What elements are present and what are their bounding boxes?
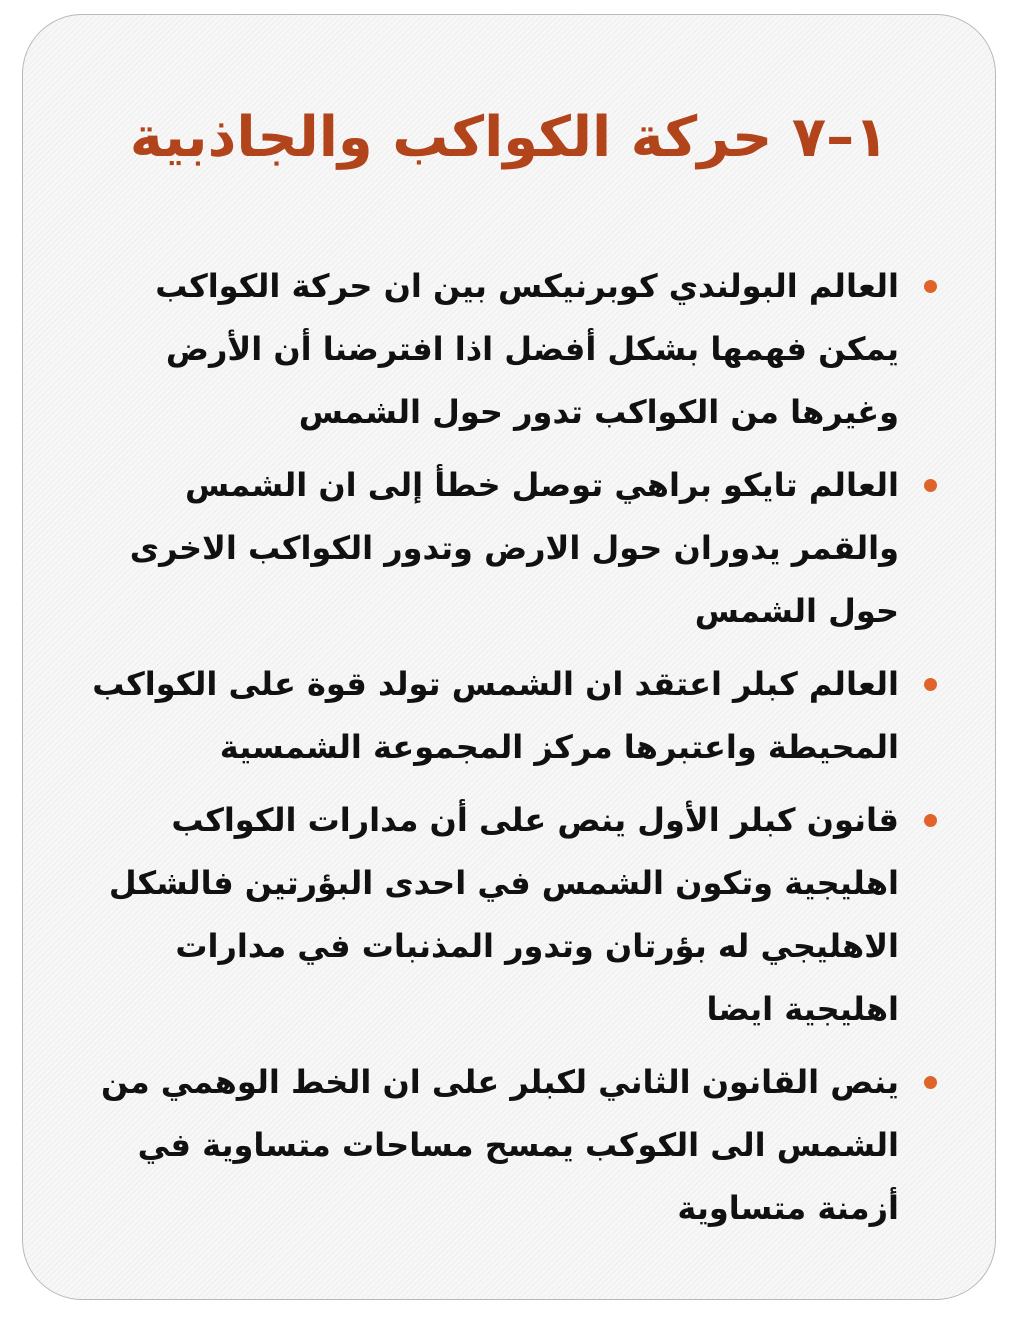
bullet-item [69, 789, 955, 1041]
bullet-text: ينص القانون الثاني لكبلر على ان الخط الوهمي من الشمس الى الكوكب يمسح مساحات متساوية في أزمنة متساوية [101, 1063, 899, 1227]
bullet-text: العالم تايكو براهي توصل خطأ إلى ان الشمس والقمر يدوران حول الارض وتدور الكواكب الاخرى حول الشمس [129, 466, 899, 630]
bullet-item [69, 255, 955, 444]
bullet-text: العالم البولندي كوبرنيكس بين ان حركة الكواكب يمكن فهمها بشكل أفضل اذا افترضنا أن الأرض وغيرها من الكواكب تدور حول الشمس [155, 267, 899, 431]
bullet-dot-icon [924, 280, 937, 293]
bullet-dot-icon [924, 479, 937, 492]
bullet-text: العالم كبلر اعتقد ان الشمس تولد قوة على الكواكب المحيطة واعتبرها مركز المجموعة الشمسية [92, 665, 899, 766]
bullet-text: قانون كبلر الأول ينص على أن مدارات الكواكب اهليجية وتكون الشمس في احدى البؤرتين فالشكل الاهليجي له بؤرتان وتدور المذنبات في مدارات اهليجية ايضا [108, 801, 899, 1028]
slide-title: ١–٧ حركة الكواكب والجاذبية [129, 105, 889, 170]
bullet-item [69, 454, 955, 643]
bullet-item [69, 653, 955, 779]
bullet-item [69, 1051, 955, 1240]
bullet-list [69, 255, 955, 1250]
bullet-dot-icon [924, 678, 937, 691]
bullet-dot-icon [924, 1076, 937, 1089]
slide [22, 14, 996, 1300]
bullet-dot-icon [924, 814, 937, 827]
